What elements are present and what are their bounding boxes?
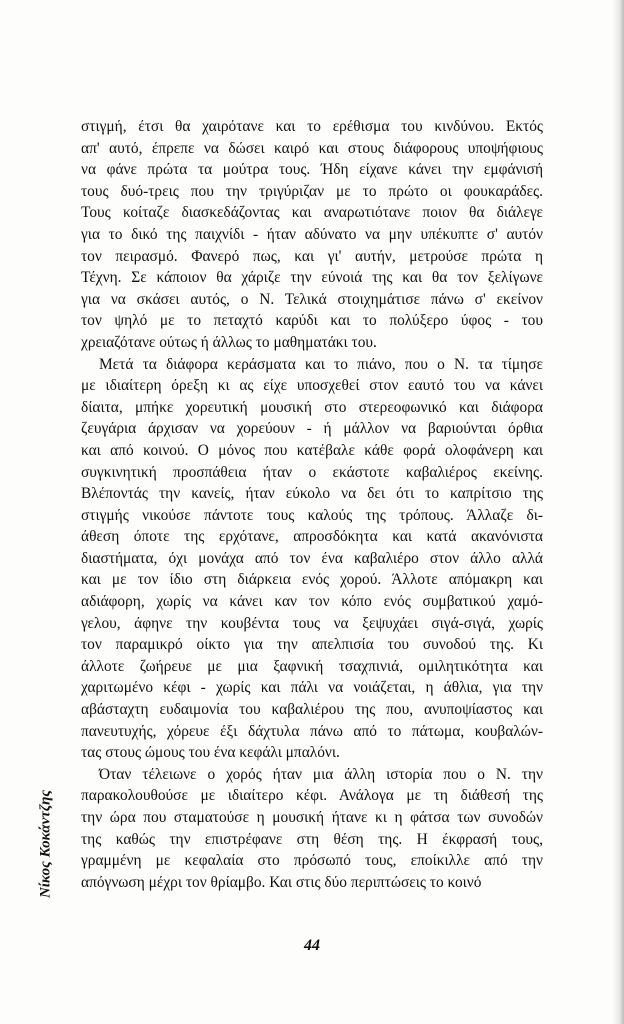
page-edge-shadow — [612, 0, 624, 1024]
text-line: της καθώς την επιστρέφανε στη θέση της. Η έκφρασή τους, — [81, 830, 543, 848]
text-line: για να σκάσει αυτός, ο Ν. Τελικά στοιχημάτισε πάνω σ' εκείνον — [81, 290, 543, 308]
text-line: Τέχνη. Σε κάποιον θα χάριζε την εύνοιά της και θα τον ξελίγωνε — [81, 269, 543, 287]
text-line: στιγμή, έτσι θα χαιρότανε και το ερέθισμα του κινδύνου. Εκτός — [81, 118, 543, 135]
text-line: τον πειρασμό. Φανερό πως, και γι' αυτήν, μετρούσε πρώτα η — [81, 247, 543, 265]
text-line: να φάνε πρώτα τα μούτρα τους. Ήδη είχανε κάνει την εμφάνισή — [81, 161, 543, 179]
text-line: δίαιτα, μπήκε χορευτική μουσική στο στερεοφωνικό και διάφορα — [81, 398, 543, 416]
body-text — [81, 116, 543, 893]
text-line: στιγμής νικούσε πάντοτε τους καλούς της τρόπους. Άλλαζε δι- — [81, 506, 543, 524]
text-line: παρακολουθούσε με ιδιαίτερο κέφι. Ανάλογα με τη διάθεσή της — [81, 787, 543, 805]
text-line: για το δικό της παιχνίδι - ήταν αδύνατο να μην υπέκυπτε σ' αυτόν — [81, 225, 543, 243]
text-line: ζευγάρια άρχισαν να χορεύουν - ή μάλλον να βαριούνται όρθια — [81, 420, 543, 438]
text-line: απ' αυτό, έπρεπε να δώσει καιρό και στους διάφορους υποψήφιους — [81, 139, 543, 157]
text-line: χρειαζότανε ούτως ή άλλως το μαθηματάκι του. — [81, 333, 377, 351]
text-line: αβάσταχτη ευδαιμονία του καβαλιέρου της που, ανυποψίαστος και — [81, 701, 543, 719]
text-line: Μετά τα διάφορα κεράσματα και το πιάνο, που ο Ν. τα τίμησε — [99, 355, 543, 373]
text-line: άλλοτε ζωήρευε με μια ξαφνική τσαχπινιά, ομιλητικότητα και — [81, 657, 543, 675]
paragraph — [81, 116, 543, 354]
text-line: Βλέποντάς την κανείς, ήταν εύκολο να δει ότι το καπρίτσιο της — [81, 485, 543, 503]
text-line: χαριτωμένο κέφι - χωρίς και πάλι να νοιάζεται, η άθλια, για την — [81, 679, 543, 697]
text-line: τους δυό-τρεις που την τριγύριζαν με το πρώτο οι φουκαράδες. — [81, 182, 543, 200]
text-line: διαστήματα, όχι μονάχα από τον ένα καβαλιέρο στον άλλο αλλά — [81, 549, 543, 567]
text-line: με ιδιαίτερη όρεξη κι ας είχε υποσχεθεί στον εαυτό του να κάνει — [81, 377, 543, 395]
text-line: άθεση όποτε της ερχότανε, απροσδόκητα και κατά ακανόνιστα — [81, 528, 543, 546]
text-line: και με τον ίδιο στη διάρκεια ενός χορού. Άλλοτε απόμακρη και — [81, 571, 543, 589]
page-number: 44 — [304, 937, 320, 954]
text-line: αδιάφορη, χωρίς να κάνει καν τον κόπο ενός συμβατικού χαμό- — [81, 593, 543, 611]
text-line: τον παραμικρό οίκτο για την απελπισία του συνοδού της. Κι — [81, 636, 543, 654]
text-line: απόγνωση μέχρι τον θρίαμβο. Και στις δύο περιπτώσεις το κοινό — [81, 873, 482, 891]
text-line: γραμμένη με κεφαλαία στο πρόσωπό τους, εποίκιλλε από την — [81, 852, 543, 870]
paragraph — [81, 764, 543, 894]
paragraph — [81, 354, 543, 764]
text-line: και από κοινού. Ο μόνος που κατέβαλε κάθε φορά ολοφάνερη και — [81, 441, 543, 459]
text-line: πανευτυχής, χόρευε έξι δάχτυλα πάνω από το πάτωμα, κουβαλών- — [81, 722, 543, 740]
text-line: Τους κοίταζε διασκεδάζοντας και αναρωτιότανε ποιον θα διάλεγε — [81, 204, 543, 222]
text-line: συγκινητική προσπάθεια ήταν ο εκάστοτε καβαλιέρος εκείνης. — [81, 463, 543, 481]
running-head-author: Νίκος Κοκάντζης — [37, 789, 54, 899]
text-line: την ώρα που σταματούσε η μουσική ήτανε κι η φάτσα των συνοδών — [81, 809, 543, 826]
text-line: Όταν τέλειωνε ο χορός ήταν μια άλλη ιστορία που ο Ν. την — [99, 765, 543, 783]
text-line: τας στους ώμους του ένα κεφάλι μπαλόνι. — [81, 744, 340, 762]
text-line: γελου, άφηνε την κουβέντα τους να ξεψυχάει σιγά-σιγά, χωρίς — [81, 614, 543, 632]
text-line: τον ψηλό με το πεταχτό καρύδι και το πολύξερο ύφος - του — [81, 312, 543, 330]
